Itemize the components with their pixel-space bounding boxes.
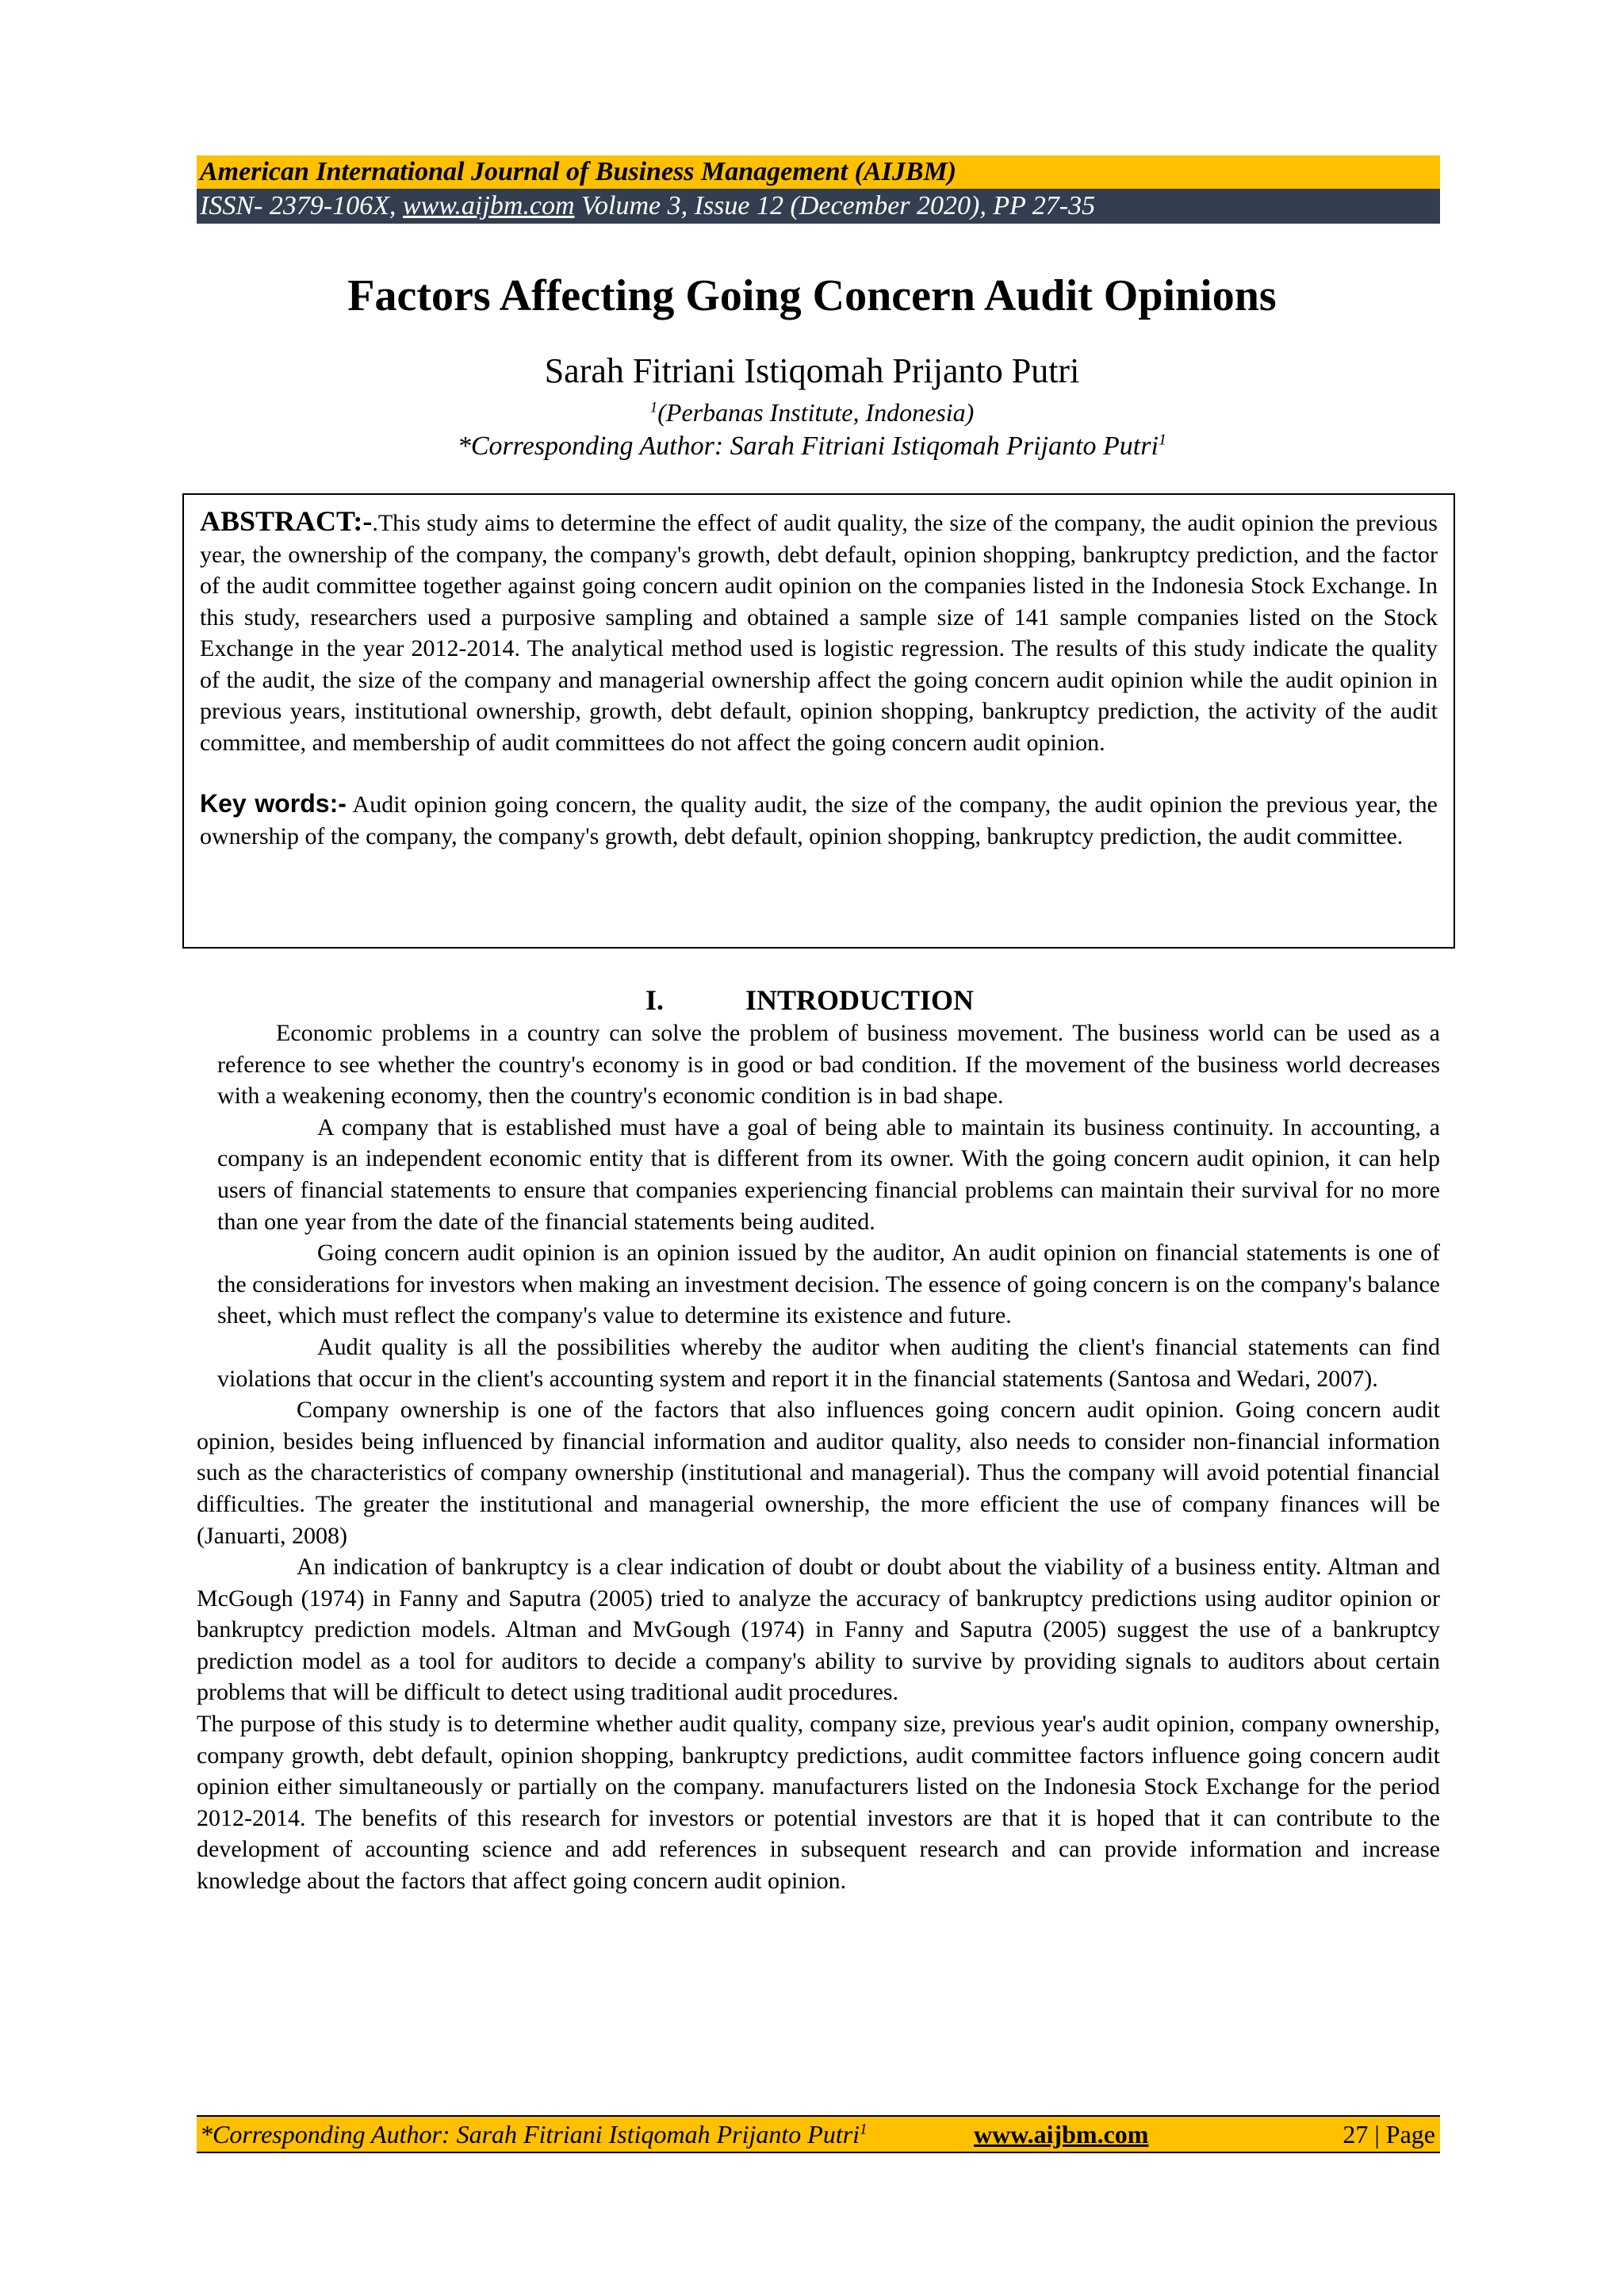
introduction-body bbox=[197, 1018, 1440, 1897]
footer-corresponding-author bbox=[200, 2117, 868, 2152]
journal-website-link[interactable]: www.aijbm.com bbox=[402, 191, 575, 220]
page-footer bbox=[197, 2115, 1440, 2153]
page-number: 27 | Page bbox=[1342, 2120, 1435, 2148]
corresponding-author-text: *Corresponding Author: Sarah Fitriani Istiqomah Prijanto Putri bbox=[457, 431, 1159, 461]
keywords-label: Key words:- bbox=[200, 789, 347, 818]
section-number: I. bbox=[645, 984, 665, 1016]
intro-paragraph: Going concern audit opinion is an opinion issued by the auditor, An audit opinion on financial statements is one of the considerations for investors when making an investment decision. The essence of going concern is on the company's balance sheet, which must reflect the company's value to determine its existence and future. bbox=[217, 1240, 1440, 1329]
corresponding-author-marker: 1 bbox=[1158, 431, 1167, 449]
intro-paragraph: Economic problems in a country can solve the problem of business movement. The business world can be used as a reference to see whether the country's economy is in good or bad condition. If the movement of the business world decreases with a weakening economy, then the country's economic condition is in bad shape. bbox=[217, 1020, 1440, 1110]
issn: ISSN- 2379-106X, bbox=[200, 191, 403, 220]
footer-corresponding-text: *Corresponding Author: Sarah Fitriani Istiqomah Prijanto Putri bbox=[200, 2120, 860, 2148]
author-name: Sarah Fitriani Istiqomah Prijanto Putri bbox=[544, 351, 1080, 390]
journal-issn-line bbox=[197, 189, 1440, 224]
section-heading-introduction bbox=[0, 980, 1624, 1020]
article-title: Factors Affecting Going Concern Audit Opinions bbox=[347, 271, 1277, 320]
corresponding-author bbox=[0, 428, 1624, 465]
abstract-box bbox=[182, 493, 1455, 949]
journal-header bbox=[197, 155, 1440, 224]
footer-website-link[interactable]: www.aijbm.com bbox=[974, 2120, 1149, 2148]
intro-paragraph: An indication of bankruptcy is a clear indication of doubt or doubt about the viability of a business entity. Altman and McGough (1974) in Fanny and Saputra (2005) tried to analyze the accuracy of bankruptcy predictions using auditor opinion or bankruptcy prediction models. Altman and MvGough (1974) in Fanny and Saputra (2005) suggest the use of a bankruptcy prediction model as a tool for auditors to decide a company's ability to survive by providing signals to auditors about certain problems that will be difficult to detect using traditional audit procedures. bbox=[197, 1554, 1440, 1706]
journal-name: American International Journal of Business Management (AIJBM) bbox=[197, 155, 1440, 189]
intro-paragraph: Audit quality is all the possibilities whereby the auditor when auditing the client's financial statements can find violations that occur in the client's accounting system and report it in the financial statements (Santosa and Wedari, 2007). bbox=[217, 1333, 1440, 1392]
abstract bbox=[200, 506, 1438, 758]
affiliation-marker: 1 bbox=[649, 399, 658, 416]
keywords-text: Audit opinion going concern, the quality audit, the size of the company, the audit opinion the previous year, the ownership of the company, the company's growth, debt default, opinion shopping, bankruptcy prediction, the audit committee. bbox=[200, 792, 1438, 849]
abstract-text: .This study aims to determine the effect of audit quality, the size of the company, the audit opinion the previous year, the ownership of the company, the company's growth, debt default, opinion shopping, bankruptcy prediction, and the factor of the audit committee together against going concern audit opinion on the companies listed in the Indonesia Stock Exchange. In this study, researchers used a purposive sampling and obtained a sample size of 141 sample companies listed on the Stock Exchange in the year 2012-2014. The analytical method used is logistic regression. The results of this study indicate the quality of the audit, the size of the company and managerial ownership affect the going concern audit opinion while the audit opinion in previous years, institutional ownership, growth, debt default, opinion shopping, bankruptcy prediction, the activity of the audit committee, and membership of audit committees do not affect the going concern audit opinion. bbox=[200, 510, 1438, 756]
author-affiliation bbox=[0, 397, 1624, 428]
section-title: INTRODUCTION bbox=[745, 984, 975, 1016]
keywords bbox=[200, 788, 1438, 852]
footer-corresponding-marker: 1 bbox=[860, 2121, 868, 2138]
abstract-label: ABSTRACT:- bbox=[200, 505, 373, 537]
intro-paragraph: A company that is established must have a goal of being able to maintain its business continuity. In accounting, a company is an independent economic entity that is different from its owner. With the going concern audit opinion, it can help users of financial statements to ensure that companies experiencing financial problems can maintain their survival for no more than one year from the date of the financial statements being audited. bbox=[217, 1114, 1440, 1235]
issue-info: Volume 3, Issue 12 (December 2020), PP 27-35 bbox=[574, 191, 1096, 220]
affiliation-text: (Perbanas Institute, Indonesia) bbox=[657, 398, 975, 427]
intro-paragraph: Company ownership is one of the factors that also influences going concern audit opinion. Going concern audit opinion, besides being influenced by financial information and auditor quality, also needs to consider non-financial information such as the characteristics of company ownership (institutional and managerial). Thus the company will avoid potential financial difficulties. The greater the institutional and managerial ownership, the more efficient the use of company finances will be (Januarti, 2008) bbox=[197, 1397, 1440, 1549]
intro-paragraph: The purpose of this study is to determine whether audit quality, company size, previous year's audit opinion, company ownership, company growth, debt default, opinion shopping, bankruptcy predictions, audit committee factors influence going concern audit opinion either simultaneously or partially on the company. manufacturers listed on the Indonesia Stock Exchange for the period 2012-2014. The benefits of this research for investors or potential investors are that it is hoped that it can contribute to the development of accounting science and add references in subsequent research and can provide information and increase knowledge about the factors that affect going concern audit opinion. bbox=[197, 1711, 1440, 1895]
